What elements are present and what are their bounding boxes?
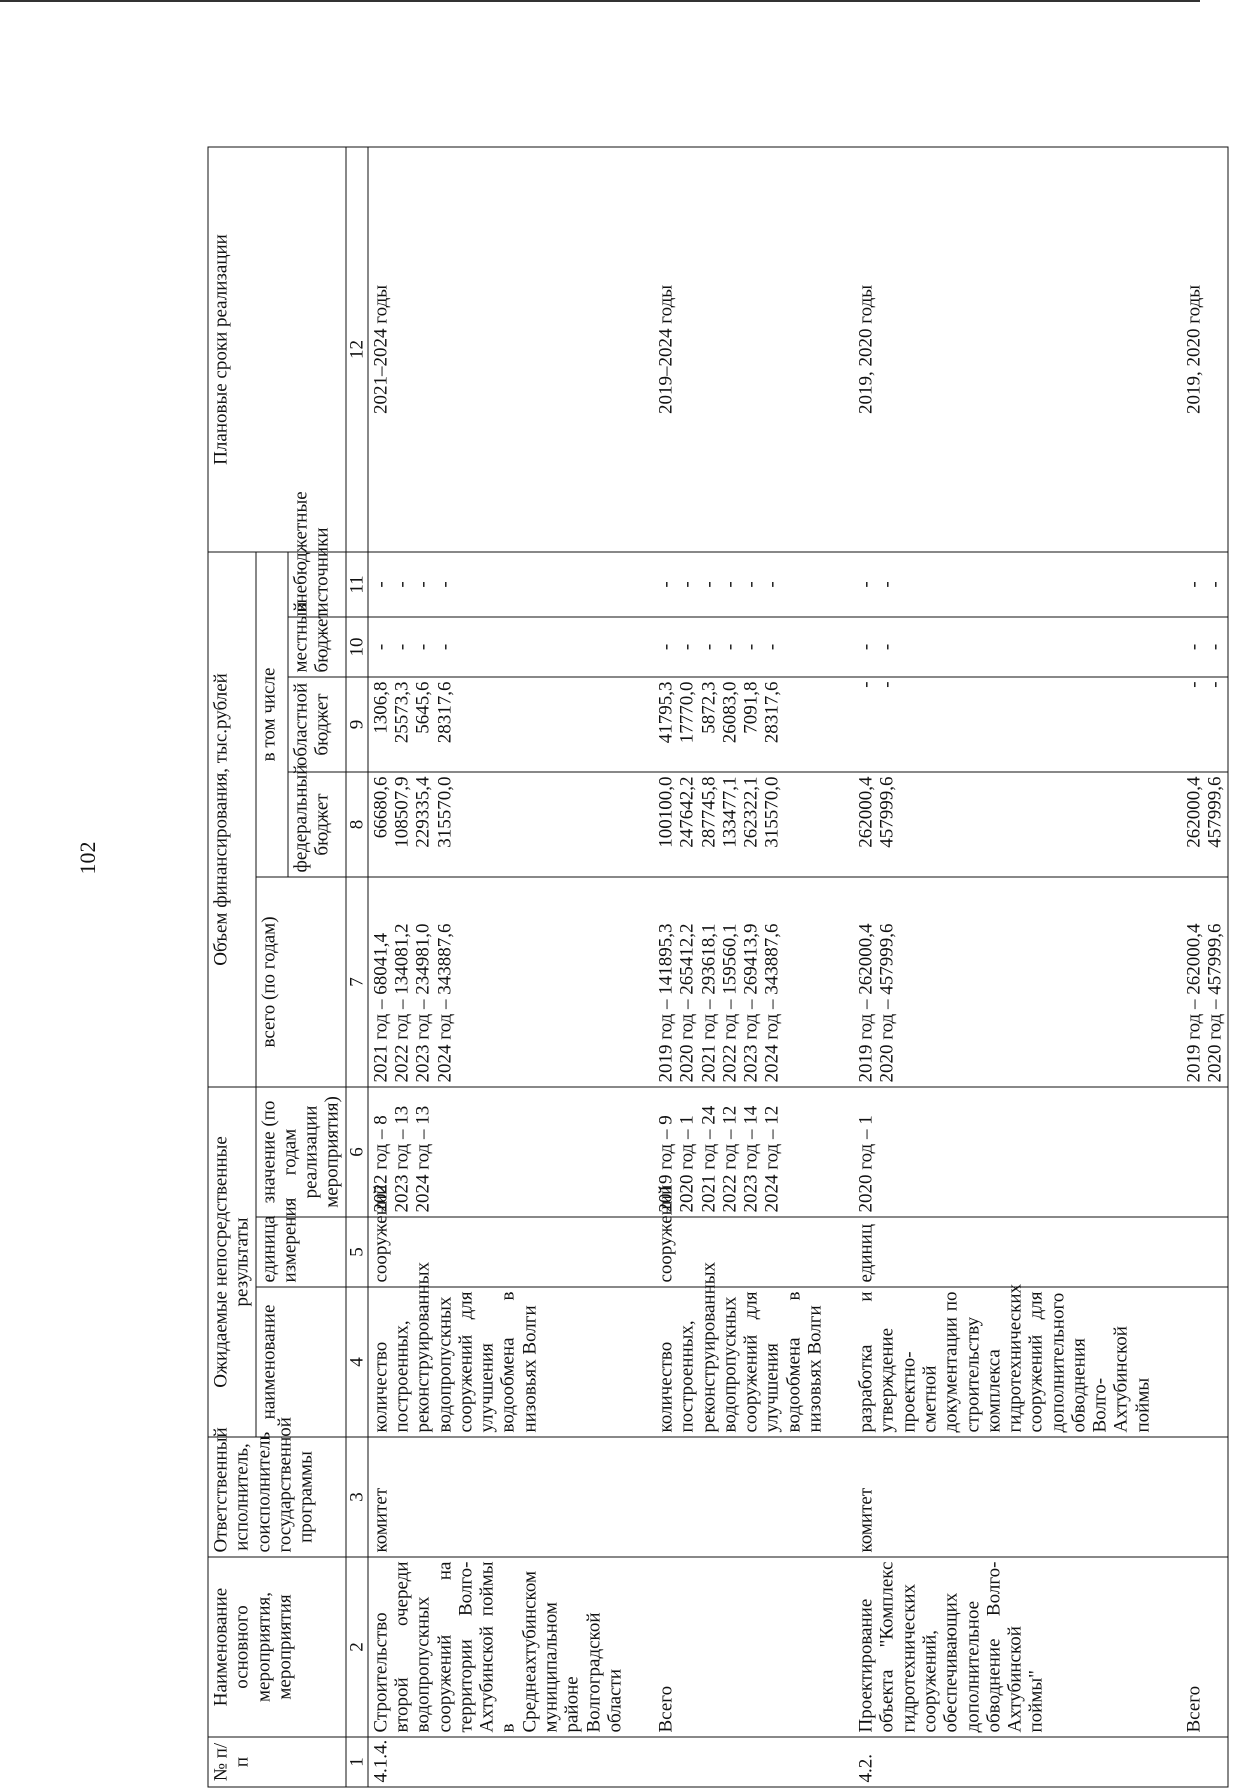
values-line: 2024 год – 12 <box>761 1105 783 1213</box>
header-col-total: всего (по годам) <box>256 877 346 1087</box>
cell-values <box>368 1087 628 1217</box>
spacer-cell <box>628 677 654 772</box>
total-line: 2021 год – 68041,4 <box>370 933 392 1083</box>
spacer-cell <box>828 1557 854 1737</box>
cell-result: количество построенных, реконструированных водопропускных сооружений для улучшения водообмена в низовьях Волги <box>368 1287 628 1437</box>
table-header <box>208 147 368 1787</box>
cell-unit <box>1181 1217 1228 1287</box>
total-line: 2019 год – 141895,3 <box>655 923 677 1083</box>
cell-executor <box>1181 1437 1228 1557</box>
federal-line: 66680,6 <box>370 776 392 839</box>
column-number: 4 <box>346 1287 368 1437</box>
table-body <box>368 147 1229 1787</box>
cell-regional <box>1181 677 1228 772</box>
header-col-value: значение (по годам реализации мероприятия) <box>256 1087 346 1217</box>
header-col-unit: единица измерения <box>256 1217 346 1287</box>
spacer-cell <box>828 147 854 552</box>
cell-federal <box>1181 772 1228 877</box>
cell-local <box>1181 617 1228 677</box>
values-line: 2022 год – 8 <box>370 1115 392 1213</box>
cell-total <box>654 877 828 1087</box>
cell-num: 4.1.4. <box>368 1737 628 1787</box>
spacer-cell <box>1155 677 1181 772</box>
header-col-executor: Ответственный исполнитель, соисполнитель государственной программы <box>208 1437 346 1557</box>
cell-name: Всего <box>1181 1557 1228 1737</box>
cell-executor: комитет <box>368 1437 628 1557</box>
federal-line: 229335,4 <box>412 776 434 848</box>
table-row <box>1181 147 1228 1787</box>
header-group-results: Ожидаемые непосредственные результаты <box>208 1087 256 1437</box>
rotated-table-sheet <box>208 148 1253 1788</box>
cell-name: Проектирование объекта "Комплекс гидротехнических сооружений, обеспечивающих дополнительное обводнение Волго-Ахтубинской поймы" <box>854 1557 1156 1737</box>
cell-extra <box>1181 552 1228 617</box>
cell-local <box>854 617 1156 677</box>
extra-line: - <box>370 581 392 588</box>
table-row <box>654 147 828 1787</box>
total-line: 2021 год – 293618,1 <box>698 923 720 1083</box>
cell-federal <box>654 772 828 877</box>
extra-line: - <box>761 581 783 588</box>
federal-line: 262000,4 <box>1183 776 1205 848</box>
total-line: 2020 год – 457999,6 <box>1204 923 1226 1083</box>
local-line: - <box>676 643 698 651</box>
federal-line: 262000,4 <box>855 776 877 848</box>
extra-line: - <box>876 581 898 588</box>
spacer-cell <box>628 1087 654 1217</box>
total-line: 2022 год – 134081,2 <box>391 923 413 1083</box>
extra-line: - <box>391 581 413 588</box>
column-number: 9 <box>346 677 368 772</box>
federal-line: 108507,9 <box>391 776 413 848</box>
header-col-extra: внебюджетные источники <box>288 552 346 617</box>
local-line: - <box>655 643 677 651</box>
extra-line: - <box>855 581 877 588</box>
values-line: 2020 год – 1 <box>676 1115 698 1213</box>
column-number: 7 <box>346 877 368 1087</box>
header-col-period: Плановые сроки реализации <box>208 147 346 552</box>
cell-total <box>1181 877 1228 1087</box>
row-spacer <box>628 147 654 1787</box>
cell-regional <box>368 677 628 772</box>
cell-extra <box>654 552 828 617</box>
header-col-num: № п/п <box>208 1737 346 1787</box>
local-line: - <box>698 643 720 651</box>
local-line: - <box>370 643 392 651</box>
regional-line: 17770,0 <box>676 681 698 744</box>
spacer-cell <box>828 552 854 617</box>
spacer-cell <box>828 1287 854 1437</box>
cell-total <box>854 877 1156 1087</box>
spacer-cell <box>1155 1437 1181 1557</box>
spacer-cell <box>1155 1737 1181 1787</box>
spacer-cell <box>828 617 854 677</box>
spacer-cell <box>628 1737 654 1787</box>
spacer-cell <box>828 877 854 1087</box>
table-row <box>854 147 1156 1787</box>
extra-line: - <box>412 581 434 588</box>
extra-line: - <box>1183 581 1205 588</box>
cell-period: 2019, 2020 годы <box>1181 147 1228 552</box>
cell-executor: комитет <box>854 1437 1156 1557</box>
cell-period: 2019–2024 годы <box>654 147 828 552</box>
column-number: 8 <box>346 772 368 877</box>
federal-line: 315570,0 <box>761 776 783 848</box>
regional-line: 41795,3 <box>655 681 677 744</box>
federal-line: 262322,1 <box>740 776 762 848</box>
spacer-cell <box>828 1437 854 1557</box>
cell-total <box>368 877 628 1087</box>
spacer-cell <box>628 552 654 617</box>
spacer-cell <box>828 677 854 772</box>
spacer-cell <box>1155 1217 1181 1287</box>
regional-line: 1306,8 <box>370 681 392 734</box>
row-spacer <box>828 147 854 1787</box>
spacer-cell <box>628 772 654 877</box>
header-group-finance: Объем финансирования, тыс.рублей <box>208 552 256 1087</box>
header-col-local: местный бюджет <box>288 617 346 677</box>
header-col-federal: федеральный бюджет <box>288 772 346 877</box>
header-col-result-name: наименование <box>256 1287 346 1437</box>
financing-table <box>208 146 1229 1787</box>
cell-unit: сооружений <box>654 1217 828 1287</box>
federal-line: 100100,0 <box>655 776 677 848</box>
total-line: 2020 год – 457999,6 <box>876 923 898 1083</box>
spacer-cell <box>828 1217 854 1287</box>
federal-line: 457999,6 <box>1204 776 1226 848</box>
values-line: 2021 год – 24 <box>698 1105 720 1213</box>
regional-line: 25573,3 <box>391 681 413 744</box>
values-line: 2019 год – 9 <box>655 1115 677 1213</box>
federal-line: 457999,6 <box>876 776 898 848</box>
total-line: 2023 год – 234981,0 <box>412 923 434 1083</box>
federal-line: 287745,8 <box>698 776 720 848</box>
total-line: 2019 год – 262000,4 <box>1183 923 1205 1083</box>
extra-line: - <box>698 581 720 588</box>
local-line: - <box>412 643 434 651</box>
local-line: - <box>391 643 413 651</box>
regional-line: - <box>855 681 877 688</box>
cell-name: Строительство второй очереди водопропускных сооружений на территории Волго-Ахтубинской поймы в Среднеахтубинском муниципальном районе Волгоградской области <box>368 1557 628 1737</box>
spacer-cell <box>1155 1287 1181 1437</box>
regional-line: 26083,0 <box>719 681 741 744</box>
cell-values <box>854 1087 1156 1217</box>
page-number: 102 <box>75 841 100 875</box>
cell-num <box>654 1737 828 1787</box>
spacer-cell <box>628 617 654 677</box>
cell-regional <box>854 677 1156 772</box>
extra-line: - <box>655 581 677 588</box>
regional-line: 5645,6 <box>412 681 434 734</box>
cell-num: 4.2. <box>854 1737 1156 1787</box>
row-spacer <box>1155 147 1181 1787</box>
local-line: - <box>1204 643 1226 651</box>
extra-line: - <box>740 581 762 588</box>
regional-line: - <box>876 681 898 688</box>
spacer-cell <box>1155 1557 1181 1737</box>
total-line: 2019 год – 262000,4 <box>855 923 877 1083</box>
values-line: 2024 год – 13 <box>412 1105 434 1213</box>
column-number: 5 <box>346 1217 368 1287</box>
values-line: 2022 год – 12 <box>719 1105 741 1213</box>
cell-num <box>1181 1737 1228 1787</box>
spacer-cell <box>1155 772 1181 877</box>
cell-local <box>654 617 828 677</box>
spacer-cell <box>1155 617 1181 677</box>
cell-local <box>368 617 628 677</box>
regional-line: 28317,6 <box>434 681 456 744</box>
cell-federal <box>854 772 1156 877</box>
column-number: 2 <box>346 1557 368 1737</box>
values-line: 2023 год – 13 <box>391 1105 413 1213</box>
spacer-cell <box>1155 147 1181 552</box>
spacer-cell <box>628 1557 654 1737</box>
cell-extra <box>368 552 628 617</box>
cell-values <box>1181 1087 1228 1217</box>
total-line: 2024 год – 343887,6 <box>434 923 456 1083</box>
local-line: - <box>719 643 741 651</box>
spacer-cell <box>628 1287 654 1437</box>
spacer-cell <box>1155 877 1181 1087</box>
extra-line: - <box>434 581 456 588</box>
header-col-name: Наименование основного мероприятия, мероприятия <box>208 1557 346 1737</box>
spacer-cell <box>628 147 654 552</box>
column-number: 12 <box>346 147 368 552</box>
total-line: 2022 год – 159560,1 <box>719 923 741 1083</box>
table-row <box>368 147 628 1787</box>
local-line: - <box>740 643 762 651</box>
values-line: 2020 год – 1 <box>855 1115 877 1213</box>
spacer-cell <box>828 1737 854 1787</box>
column-number: 3 <box>346 1437 368 1557</box>
spacer-cell <box>1155 1087 1181 1217</box>
spacer-cell <box>828 772 854 877</box>
cell-name: Всего <box>654 1557 828 1737</box>
column-number: 10 <box>346 617 368 677</box>
spacer-cell <box>1155 552 1181 617</box>
cell-extra <box>854 552 1156 617</box>
cell-result: разработка и утверждение проектно-сметной документации по строительству комплекса гидротехнических сооружений для дополнительного обводнения Волго-Ахтубинской поймы <box>854 1287 1156 1437</box>
cell-unit: сооружений <box>368 1217 628 1287</box>
cell-result: количество построенных, реконструированных водопропускных сооружений для улучшения водообмена в низовьях Волги <box>654 1287 828 1437</box>
cell-period: 2021–2024 годы <box>368 147 628 552</box>
federal-line: 315570,0 <box>434 776 456 848</box>
regional-line: 7091,8 <box>740 681 762 734</box>
cell-result <box>1181 1287 1228 1437</box>
regional-line: 28317,6 <box>761 681 783 744</box>
values-line: 2023 год – 14 <box>740 1105 762 1213</box>
total-line: 2023 год – 269413,9 <box>740 923 762 1083</box>
local-line: - <box>1183 643 1205 651</box>
header-subgroup: в том числе <box>256 552 288 877</box>
column-number-row <box>346 147 368 1787</box>
cell-unit: единиц <box>854 1217 1156 1287</box>
total-line: 2024 год – 343887,6 <box>761 923 783 1083</box>
cell-executor <box>654 1437 828 1557</box>
federal-line: 247642,2 <box>676 776 698 848</box>
extra-line: - <box>1204 581 1226 588</box>
local-line: - <box>876 643 898 651</box>
regional-line: - <box>1183 681 1205 688</box>
extra-line: - <box>676 581 698 588</box>
regional-line: - <box>1204 681 1226 688</box>
local-line: - <box>855 643 877 651</box>
column-number: 6 <box>346 1087 368 1217</box>
federal-line: 133477,1 <box>719 776 741 848</box>
column-number: 1 <box>346 1737 368 1787</box>
extra-line: - <box>719 581 741 588</box>
cell-regional <box>654 677 828 772</box>
column-number: 11 <box>346 552 368 617</box>
scan-edge-line <box>0 0 1200 2</box>
spacer-cell <box>628 877 654 1087</box>
cell-period: 2019, 2020 годы <box>854 147 1156 552</box>
spacer-cell <box>828 1087 854 1217</box>
total-line: 2020 год – 265412,2 <box>676 923 698 1083</box>
regional-line: 5872,3 <box>698 681 720 734</box>
cell-federal <box>368 772 628 877</box>
header-col-regional: областной бюджет <box>288 677 346 772</box>
spacer-cell <box>628 1217 654 1287</box>
cell-values <box>654 1087 828 1217</box>
local-line: - <box>761 643 783 651</box>
local-line: - <box>434 643 456 651</box>
spacer-cell <box>628 1437 654 1557</box>
